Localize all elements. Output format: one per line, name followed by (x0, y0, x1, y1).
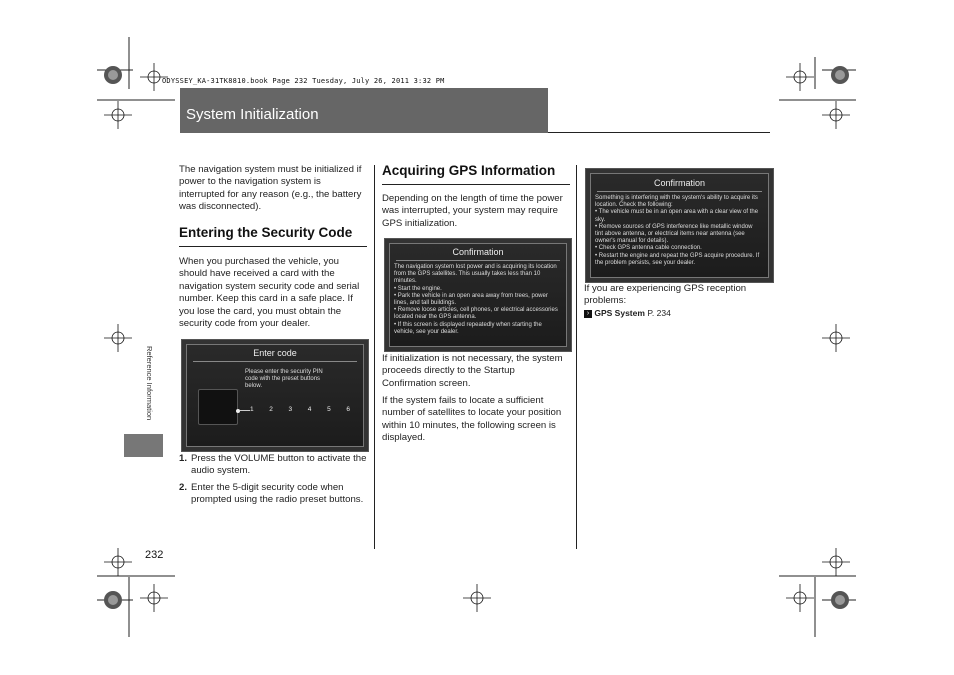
preset-digit: 2 (269, 406, 273, 413)
heading-rule (382, 184, 570, 185)
intro-paragraph: The navigation system must be initialized if power to the navigation system is interrupted for any reason (e.g., the battery was disconnected). (179, 164, 362, 213)
radio-unit-icon (198, 389, 238, 425)
reference-page: P. 234 (647, 308, 671, 318)
screen-divider (396, 260, 560, 261)
gps-confirmation-screen (384, 238, 572, 352)
security-paragraph: When you purchased the vehicle, you should have received a card with the navigation system security code and serial number. Keep this card in a safe place. If you lose the card, you must obtain the security code from your dealer. (179, 256, 360, 330)
step-text: Enter the 5-digit security code when prompted using the radio preset buttons. (191, 482, 364, 506)
cross-reference[interactable] (584, 308, 671, 318)
screen-divider (597, 191, 762, 192)
section-tab-label: Reference Information (145, 346, 154, 421)
gps-paragraph-2: If initialization is not necessary, the system proceeds directly to the Startup Confirmation screen. (382, 353, 563, 389)
enter-code-screen (181, 339, 369, 452)
preset-digits (250, 406, 350, 415)
reception-note: If you are experiencing GPS reception problems: (584, 283, 747, 307)
screen-title: Enter code (253, 348, 297, 358)
preset-digit: 1 (250, 406, 254, 413)
section-heading-gps: Acquiring GPS Information (382, 163, 556, 178)
header-rule (548, 132, 770, 133)
page-number: 232 (145, 549, 164, 561)
arrow-right-box-icon: › (584, 310, 592, 318)
preset-digit: 6 (346, 406, 350, 413)
gps-paragraph-3: If the system fails to locate a sufficient number of satellites to locate your position within 10 minutes, the following screen is displayed. (382, 395, 562, 444)
column-divider (576, 165, 577, 549)
file-info: ODYSSEY_KA-31TK8810.book Page 232 Tuesday, July 26, 2011 3:32 PM (162, 77, 445, 85)
section-tab (124, 434, 163, 457)
section-heading-security: Entering the Security Code (179, 225, 353, 240)
screen-divider (193, 361, 357, 362)
gps-interference-screen (585, 168, 774, 283)
screen-message: The navigation system lost power and is acquiring its location from the GPS satellites. This usually takes less than 10 minutes. • Start the engine. • Park the vehicle in an open area away from trees, power lines, and tall buildings. • Remove loose articles, cell phones, or electrical accessories located near the GPS antenna. • If this screen is displayed repeatedly when starting the vehicle, see your dealer. (394, 264, 558, 335)
gps-paragraph-1: Depending on the length of time the power was interrupted, your system may require GPS initialization. (382, 193, 563, 229)
step-text: Press the VOLUME button to activate the audio system. (191, 453, 367, 477)
pointer-line (240, 410, 250, 411)
step-number: 2. (179, 482, 188, 493)
column-divider (374, 165, 375, 549)
step-item (179, 453, 367, 478)
screen-title: Confirmation (653, 178, 706, 188)
preset-digit: 4 (307, 406, 312, 413)
screen-message: Please enter the security PIN code with the preset buttons below. (245, 369, 323, 390)
reference-link[interactable]: GPS System (594, 308, 645, 318)
page-title: System Initialization (186, 106, 319, 123)
step-item (179, 482, 367, 507)
preset-digit: 5 (327, 406, 331, 413)
preset-digit: 3 (288, 406, 293, 413)
heading-rule (179, 246, 367, 247)
screen-title: Confirmation (452, 247, 504, 257)
screen-message: Something is interfering with the system's ability to acquire its location. Check the following: • The vehicle must be in an open area with a clear view of the sky. • Remove sources of GPS interference like metallic window tint above antenna, or electrical items near antenna (see owner's manual for details). • Check GPS antenna cable connection. • Restart the engine and repeat the GPS acquire procedure. If the problem persists, see your dealer. (595, 195, 760, 266)
step-number: 1. (179, 453, 188, 464)
